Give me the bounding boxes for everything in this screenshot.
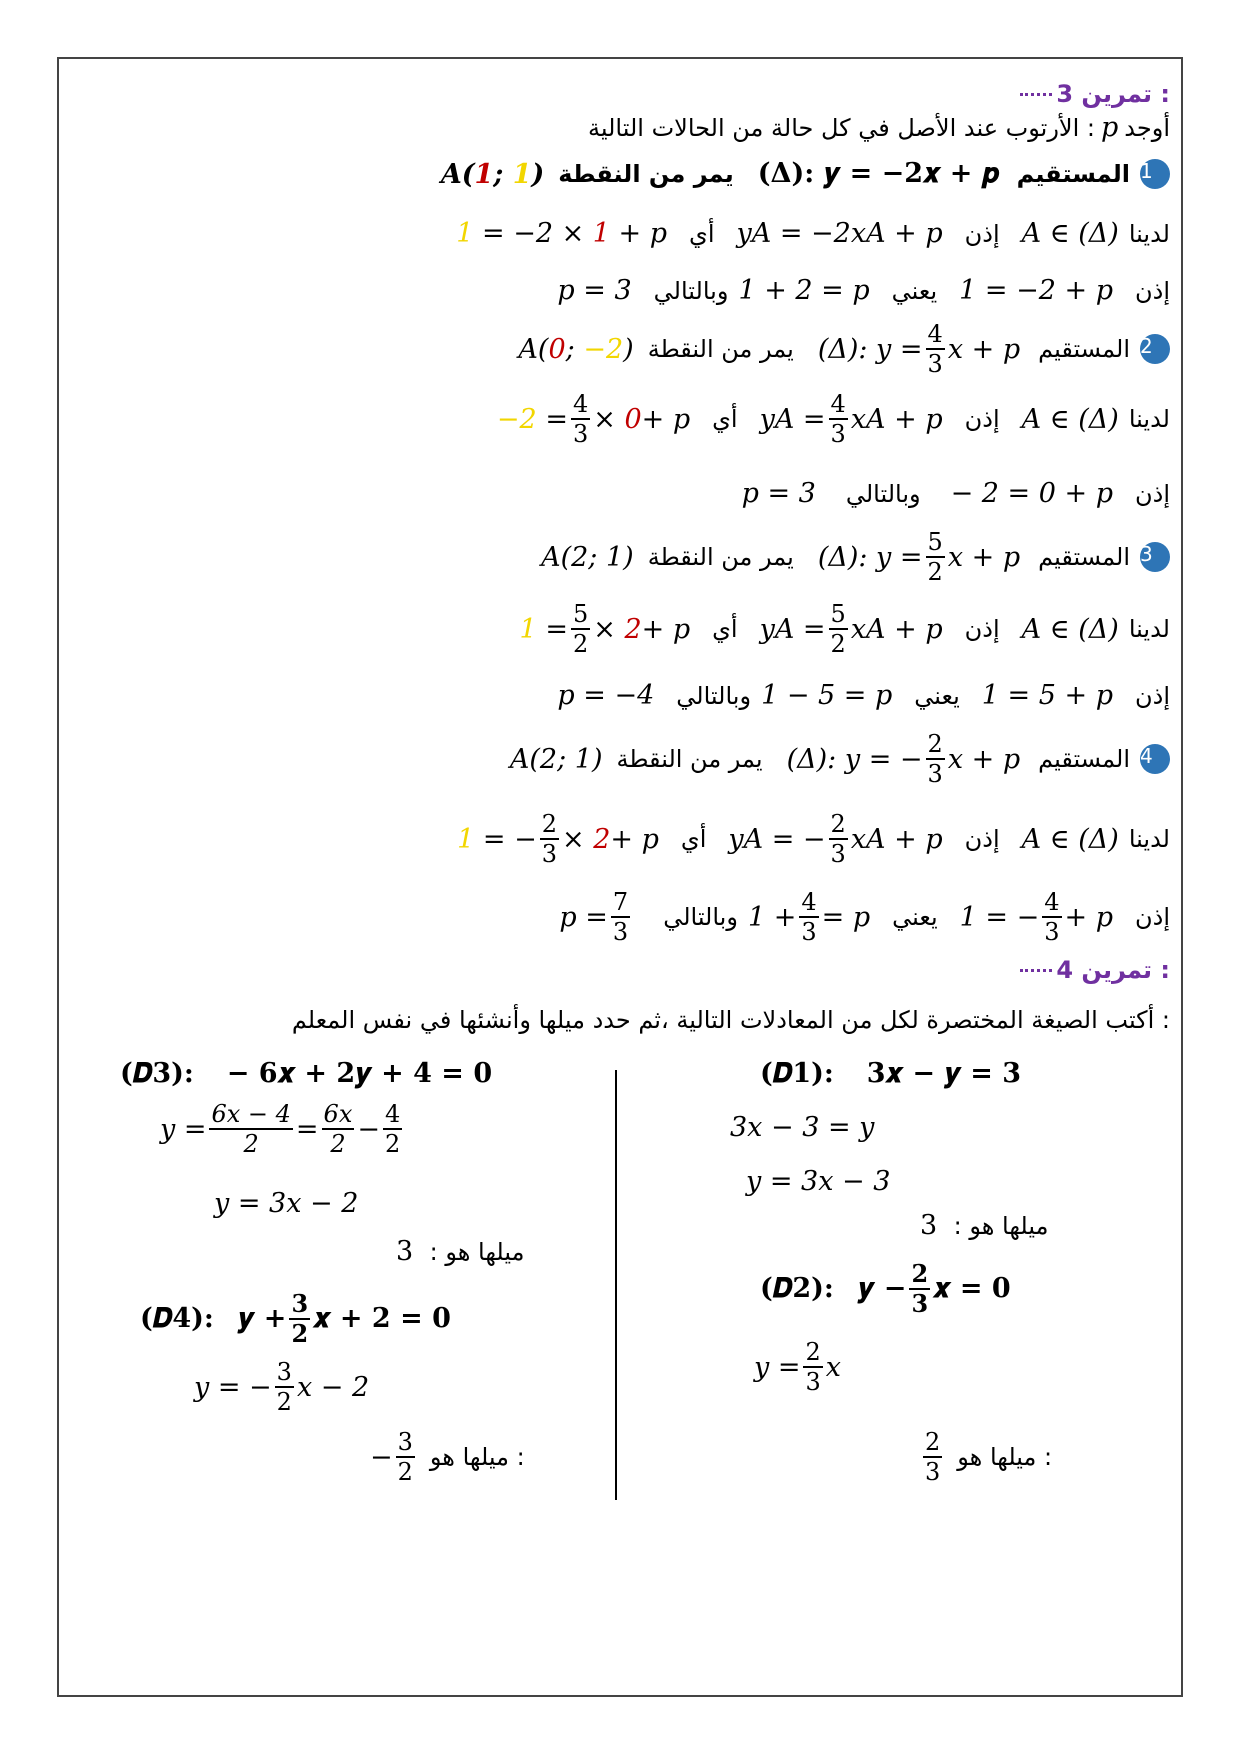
- d1-step-2: y = 3x − 3: [746, 1166, 891, 1197]
- fraction: $\frac{3}{2}$: [276, 1358, 292, 1416]
- membership: A ∈ (Δ): [1021, 403, 1119, 435]
- d4-slope: [370, 1430, 525, 1484]
- slope-value: 3: [396, 1236, 414, 1267]
- title-underline-dots: [1020, 93, 1052, 96]
- d4-step-rhs: x − 2: [296, 1371, 370, 1403]
- d2-step-fraction: $\frac{2}{3}$: [805, 1338, 821, 1396]
- case-1-statement: [441, 158, 1170, 190]
- case-label: المستقيم: [1038, 543, 1130, 571]
- fraction: $\frac{6x - 4}{2}$: [211, 1100, 291, 1158]
- column-divider: [615, 1070, 617, 1500]
- case-1-step-2: [557, 275, 1170, 306]
- case-number-badge: 2: [1140, 334, 1170, 364]
- means-text: يعني: [892, 903, 938, 931]
- slope-label: ميلها هو :: [957, 1443, 1053, 1471]
- case-label: المستقيم: [1016, 160, 1130, 188]
- means-text: يعني: [891, 276, 938, 305]
- thus-text: وبالتالي: [653, 276, 729, 305]
- point-a: A(1; 1): [440, 158, 545, 190]
- d4-step-lhs: y = −: [194, 1371, 272, 1403]
- substitution: −2 = $\frac{4}{3}$ × 0 + p: [496, 390, 691, 448]
- slope-value: 3: [920, 1210, 938, 1241]
- membership: A ∈ (Δ): [1021, 823, 1119, 855]
- d4-label: (𝑫𝟒):: [140, 1303, 214, 1334]
- case-number-badge: 1: [1140, 159, 1170, 189]
- case-label: المستقيم: [1038, 335, 1130, 363]
- ie-text: أي: [712, 615, 738, 643]
- minus: −: [357, 1113, 380, 1145]
- then-text: إذن: [1135, 903, 1170, 931]
- slope-label: ميلها هو :: [429, 1443, 525, 1471]
- means-text: يعني: [914, 681, 960, 710]
- slope-value: $\frac{3}{2}$: [397, 1428, 413, 1486]
- point-a: A(2; 1): [509, 743, 603, 775]
- case-2-statement: [518, 322, 1170, 376]
- have-text: لدينا: [1128, 825, 1170, 853]
- fraction: $\frac{4}{2}$: [384, 1100, 401, 1158]
- equation: yA = $\frac{4}{3}$ xA + p: [759, 390, 943, 448]
- thus-text: وبالتالي: [663, 903, 738, 931]
- case-3-statement: [541, 530, 1170, 584]
- d2-eq-rhs: 𝒙 = 𝟎: [933, 1273, 1011, 1304]
- case-number-badge: 4: [1140, 744, 1170, 774]
- exercise-4-intro: [292, 1006, 1170, 1034]
- d4-eq-lhs: 𝒚 +: [237, 1303, 287, 1334]
- equation: 1 + $\frac{4}{3}$ = p: [747, 888, 871, 946]
- passes-through-text: يمر من النقطة: [647, 543, 794, 571]
- then-text: إذن: [1135, 276, 1170, 305]
- line-equation: (Δ): 𝒚 = −𝟐𝒙 + 𝒑: [757, 158, 999, 189]
- line-equation: (Δ): y = − $\frac{2}{3}$ x + p: [786, 730, 1021, 788]
- d2-label: (𝑫𝟐):: [760, 1273, 834, 1304]
- result: p = −4: [557, 680, 655, 711]
- equals: =: [295, 1113, 319, 1145]
- case-label: المستقيم: [1038, 745, 1130, 773]
- d2-eq-lhs: 𝒚 −: [857, 1273, 907, 1304]
- result: p = 3: [741, 478, 816, 509]
- equation: yA = $\frac{5}{2}$ xA + p: [759, 600, 943, 658]
- d2-fraction: $\frac{𝟐}{𝟑}$: [911, 1259, 929, 1318]
- worksheet: [70, 70, 1170, 1690]
- d4-equation: [140, 1289, 451, 1348]
- exercise-3-title-text: تمرين 3 :: [1056, 80, 1170, 108]
- then-text: إذن: [1135, 681, 1170, 710]
- intro-text: أكتب الصيغة المختصرة لكل من المعادلات التالية ،ثم حدد ميلها وأنشئها في نفس المعلم :: [291, 1006, 1170, 1034]
- then-text: إذن: [1135, 479, 1170, 508]
- d2-step-lhs: y =: [754, 1351, 801, 1383]
- d4-eq-rhs: 𝒙 + 𝟐 = 𝟎: [313, 1303, 451, 1334]
- case-number-badge: 3: [1140, 542, 1170, 572]
- slope-value: $\frac{2}{3}$: [925, 1428, 941, 1486]
- d1-step-1: 3x − 3 = y: [730, 1112, 875, 1143]
- d2-slope: [920, 1430, 1052, 1484]
- d4-fraction: $\frac{𝟑}{𝟐}$: [291, 1289, 309, 1348]
- case-3-step-2: [557, 680, 1170, 711]
- intro-text-b: الأرتوب عند الأصل في كل حالة من الحالات التالية :: [588, 113, 1095, 142]
- exercise-4-title: [1020, 956, 1170, 984]
- case-4-step-1: [457, 812, 1170, 866]
- d3-step-lhs: y =: [160, 1113, 207, 1145]
- have-text: لدينا: [1128, 219, 1170, 248]
- point-a: A(2; 1): [541, 541, 634, 573]
- d1-eq: 𝟑𝒙 − 𝒚 = 𝟑: [866, 1058, 1022, 1089]
- slope-label: ميلها هو :: [429, 1238, 525, 1266]
- case-2-step-1: [497, 392, 1170, 446]
- d3-eq: − 𝟔𝒙 + 𝟐𝒚 + 𝟒 = 𝟎: [226, 1058, 493, 1089]
- exercise-3-title: [1020, 80, 1170, 108]
- have-text: لدينا: [1128, 615, 1170, 643]
- d3-step-2: y = 3x − 2: [214, 1188, 359, 1219]
- intro-variable: p: [1101, 112, 1119, 143]
- substitution: 1 = −2 × 1 + p: [456, 218, 668, 249]
- case-4-step-2: [559, 890, 1170, 944]
- ie-text: أي: [712, 405, 738, 433]
- fraction: $\frac{6x}{2}$: [323, 1100, 353, 1158]
- case-4-statement: [510, 732, 1170, 786]
- equation: − 2 = 0 + p: [950, 478, 1114, 509]
- passes-through-text: يمر من النقطة: [647, 335, 794, 363]
- thus-text: وبالتالي: [845, 479, 921, 508]
- line-equation: (Δ): y = $\frac{4}{3}$ x + p: [817, 320, 1021, 378]
- have-text: لدينا: [1128, 405, 1170, 433]
- d1-slope: [920, 1210, 1048, 1241]
- case-3-step-1: [520, 602, 1170, 656]
- substitution: 1 = − $\frac{2}{3}$ × 2 + p: [457, 810, 659, 868]
- then-text: إذن: [964, 219, 1000, 248]
- equation: yA = − $\frac{2}{3}$ xA + p: [728, 810, 943, 868]
- slope-label: ميلها هو :: [953, 1212, 1049, 1240]
- passes-through-text: يمر من النقطة: [558, 160, 734, 188]
- result: p = $\frac{7}{3}$: [559, 888, 629, 946]
- case-1-step-1: [456, 218, 1170, 249]
- d4-step: [194, 1360, 369, 1414]
- d3-slope: [396, 1236, 524, 1267]
- result: p = 3: [557, 275, 632, 306]
- point-a: A(0; −2): [518, 333, 634, 365]
- equation: 1 − 5 = p: [761, 680, 893, 711]
- intro-text-a: أوجد: [1124, 113, 1170, 142]
- line-equation: (Δ): y = $\frac{5}{2}$ x + p: [817, 528, 1021, 586]
- ie-text: أي: [680, 825, 707, 853]
- then-text: إذن: [964, 615, 1000, 643]
- equation: yA = −2xA + p: [736, 218, 943, 249]
- then-text: إذن: [964, 825, 1000, 853]
- d3-step-1: [160, 1102, 405, 1156]
- slope-sign: −: [370, 1441, 393, 1473]
- title-underline-dots: [1020, 969, 1052, 972]
- passes-through-text: يمر من النقطة: [616, 745, 763, 773]
- exercise-4-title-text: تمرين 4 :: [1056, 956, 1170, 984]
- equation: 1 = − $\frac{4}{3}$ + p: [959, 888, 1114, 946]
- d3-equation: [120, 1058, 492, 1090]
- thus-text: وبالتالي: [676, 681, 752, 710]
- exercise-3-intro: [588, 112, 1170, 143]
- membership: A ∈ (Δ): [1021, 613, 1119, 645]
- d2-step-rhs: x: [825, 1351, 841, 1383]
- d2-equation: [760, 1259, 1011, 1318]
- d3-label: (𝑫𝟑):: [120, 1058, 194, 1089]
- equation: 1 + 2 = p: [738, 275, 870, 306]
- d1-label: (𝑫𝟏):: [760, 1058, 834, 1089]
- equation: 1 = 5 + p: [981, 680, 1114, 711]
- ie-text: أي: [689, 219, 715, 248]
- then-text: إذن: [964, 405, 1000, 433]
- d2-step: [754, 1340, 841, 1394]
- substitution: 1 = $\frac{5}{2}$ × 2 + p: [519, 600, 691, 658]
- equation: 1 = −2 + p: [959, 275, 1114, 306]
- d1-equation: [760, 1058, 1021, 1090]
- case-2-step-2: [742, 478, 1170, 509]
- membership: A ∈ (Δ): [1021, 218, 1119, 249]
